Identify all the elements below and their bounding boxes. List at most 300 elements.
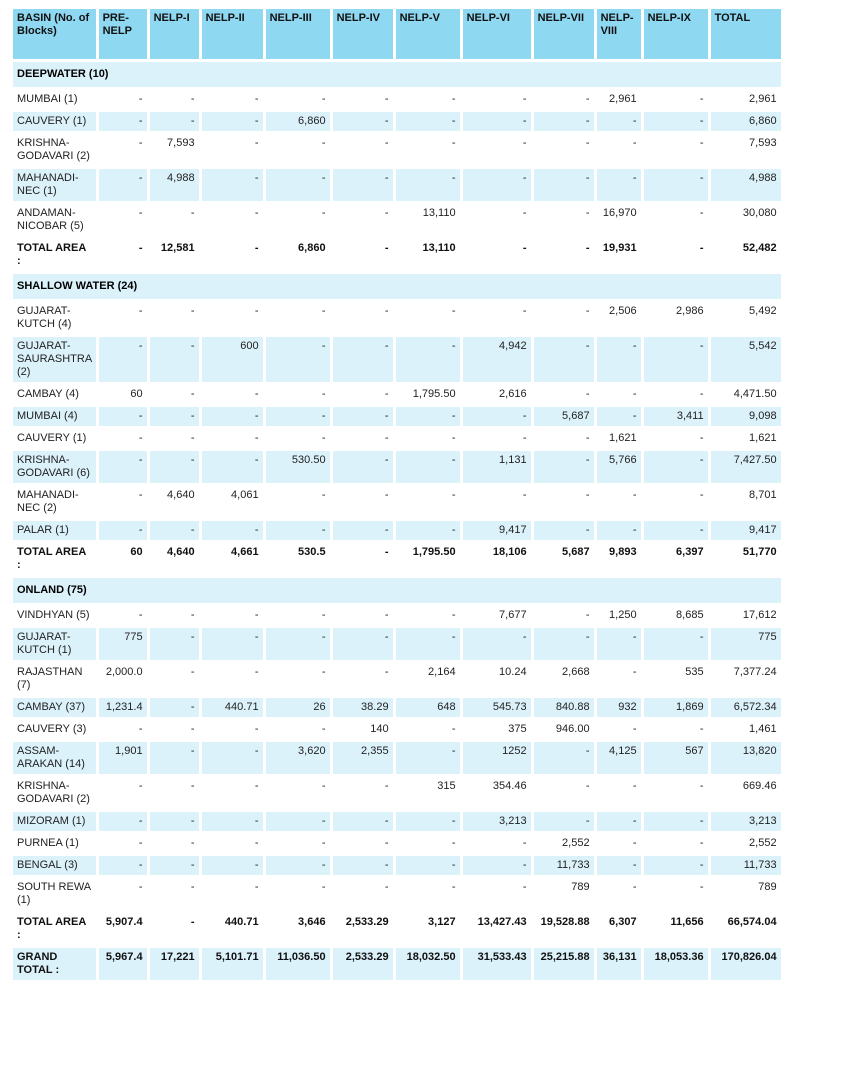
row-label: PURNEA (1) xyxy=(13,834,96,853)
table-cell: 5,967.4 xyxy=(99,948,147,980)
total-row xyxy=(13,913,781,945)
table-cell: - xyxy=(266,834,330,853)
table-cell: 17,612 xyxy=(711,606,781,625)
table-cell: - xyxy=(396,878,460,910)
row-label: MIZORAM (1) xyxy=(13,812,96,831)
row-label: SOUTH REWA (1) xyxy=(13,878,96,910)
table-cell: - xyxy=(534,777,594,809)
row-label: CAMBAY (4) xyxy=(13,385,96,404)
header-nelp-iii: NELP-III xyxy=(266,9,330,59)
table-cell: - xyxy=(99,204,147,236)
table-cell: - xyxy=(266,486,330,518)
table-cell: - xyxy=(534,742,594,774)
row-label: ASSAM-ARAKAN (14) xyxy=(13,742,96,774)
table-cell: - xyxy=(99,239,147,271)
table-cell: - xyxy=(396,302,460,334)
table-cell: - xyxy=(463,169,531,201)
table-cell: 2,506 xyxy=(597,302,641,334)
table-cell: - xyxy=(534,337,594,382)
table-cell: 2,552 xyxy=(534,834,594,853)
table-cell: - xyxy=(266,90,330,109)
table-cell: 7,427.50 xyxy=(711,451,781,483)
table-cell: - xyxy=(99,337,147,382)
table-cell: 932 xyxy=(597,698,641,717)
table-cell: - xyxy=(202,742,263,774)
table-cell: - xyxy=(396,112,460,131)
table-cell: - xyxy=(266,337,330,382)
table-cell: - xyxy=(266,521,330,540)
table-cell: - xyxy=(463,834,531,853)
table-cell: 4,061 xyxy=(202,486,263,518)
table-cell: - xyxy=(463,407,531,426)
table-cell: - xyxy=(534,521,594,540)
table-container xyxy=(10,6,784,983)
table-cell: 4,125 xyxy=(597,742,641,774)
table-cell: 7,677 xyxy=(463,606,531,625)
grand-total-row xyxy=(13,948,781,980)
table-cell: - xyxy=(644,134,708,166)
table-cell: 170,826.04 xyxy=(711,948,781,980)
table-cell: 16,970 xyxy=(597,204,641,236)
table-cell: - xyxy=(333,239,393,271)
row-label: TOTAL AREA : xyxy=(13,239,96,271)
table-cell: - xyxy=(644,720,708,739)
table-cell: 4,471.50 xyxy=(711,385,781,404)
table-cell: 669.46 xyxy=(711,777,781,809)
header-nelp-ii: NELP-II xyxy=(202,9,263,59)
table-cell: - xyxy=(396,742,460,774)
table-row xyxy=(13,169,781,201)
table-cell: 789 xyxy=(534,878,594,910)
table-cell: - xyxy=(534,429,594,448)
table-cell: - xyxy=(266,302,330,334)
table-cell: - xyxy=(396,720,460,739)
table-cell: - xyxy=(396,856,460,875)
table-cell: - xyxy=(644,429,708,448)
table-cell: 3,620 xyxy=(266,742,330,774)
table-cell: - xyxy=(396,429,460,448)
table-cell: - xyxy=(202,134,263,166)
table-cell: - xyxy=(99,834,147,853)
table-cell: 30,080 xyxy=(711,204,781,236)
table-cell: - xyxy=(99,169,147,201)
table-row xyxy=(13,134,781,166)
table-cell: - xyxy=(150,913,199,945)
table-cell: - xyxy=(150,407,199,426)
table-cell: - xyxy=(202,169,263,201)
table-cell: 1,250 xyxy=(597,606,641,625)
table-cell: - xyxy=(150,90,199,109)
table-cell: - xyxy=(597,720,641,739)
table-cell: - xyxy=(266,663,330,695)
row-label: KRISHNA-GODAVARI (2) xyxy=(13,777,96,809)
table-cell: - xyxy=(333,90,393,109)
table-cell: - xyxy=(99,878,147,910)
header-nelp-vii: NELP-VII xyxy=(534,9,594,59)
table-cell: 3,411 xyxy=(644,407,708,426)
row-label: GRAND TOTAL : xyxy=(13,948,96,980)
table-cell: - xyxy=(534,486,594,518)
table-cell: - xyxy=(99,302,147,334)
table-cell: 140 xyxy=(333,720,393,739)
section-title: SHALLOW WATER (24) xyxy=(13,274,781,299)
table-cell: - xyxy=(644,90,708,109)
table-cell: 3,127 xyxy=(396,913,460,945)
header-nelp-v: NELP-V xyxy=(396,9,460,59)
table-cell: - xyxy=(396,451,460,483)
table-cell: - xyxy=(99,112,147,131)
table-cell: 5,687 xyxy=(534,543,594,575)
table-cell: - xyxy=(463,134,531,166)
table-cell: - xyxy=(150,812,199,831)
table-row xyxy=(13,90,781,109)
table-cell: - xyxy=(99,134,147,166)
table-cell: 52,482 xyxy=(711,239,781,271)
table-cell: - xyxy=(333,486,393,518)
table-cell: 2,533.29 xyxy=(333,913,393,945)
table-cell: 354.46 xyxy=(463,777,531,809)
table-cell: 7,593 xyxy=(150,134,199,166)
table-cell: - xyxy=(150,628,199,660)
table-cell: 2,355 xyxy=(333,742,393,774)
table-cell: - xyxy=(463,204,531,236)
table-cell: 1,621 xyxy=(711,429,781,448)
table-cell: - xyxy=(333,812,393,831)
total-row xyxy=(13,543,781,575)
table-cell: - xyxy=(150,451,199,483)
table-cell: - xyxy=(266,169,330,201)
table-cell: - xyxy=(644,337,708,382)
table-cell: - xyxy=(266,878,330,910)
table-cell: - xyxy=(597,628,641,660)
table-cell: 440.71 xyxy=(202,913,263,945)
table-cell: 11,733 xyxy=(711,856,781,875)
table-cell: - xyxy=(534,628,594,660)
table-cell: - xyxy=(150,606,199,625)
table-cell: 66,574.04 xyxy=(711,913,781,945)
table-cell: - xyxy=(644,812,708,831)
table-cell: 13,110 xyxy=(396,239,460,271)
table-row xyxy=(13,698,781,717)
table-cell: - xyxy=(150,521,199,540)
table-cell: 1,231.4 xyxy=(99,698,147,717)
table-cell: 530.5 xyxy=(266,543,330,575)
table-cell: 4,640 xyxy=(150,543,199,575)
table-cell: - xyxy=(597,337,641,382)
table-cell: - xyxy=(266,385,330,404)
table-cell: - xyxy=(333,169,393,201)
table-cell: 51,770 xyxy=(711,543,781,575)
table-cell: 18,053.36 xyxy=(644,948,708,980)
table-cell: 2,164 xyxy=(396,663,460,695)
table-cell: 1,869 xyxy=(644,698,708,717)
table-cell: 840.88 xyxy=(534,698,594,717)
table-cell: 5,492 xyxy=(711,302,781,334)
table-cell: - xyxy=(463,90,531,109)
table-row xyxy=(13,663,781,695)
header-nelp-i: NELP-I xyxy=(150,9,199,59)
table-row xyxy=(13,742,781,774)
table-cell: - xyxy=(150,385,199,404)
table-cell: 6,860 xyxy=(266,239,330,271)
table-cell: - xyxy=(99,90,147,109)
table-cell: 60 xyxy=(99,385,147,404)
table-row xyxy=(13,204,781,236)
table-cell: - xyxy=(99,606,147,625)
table-cell: 530.50 xyxy=(266,451,330,483)
header-total: TOTAL xyxy=(711,9,781,59)
table-row xyxy=(13,337,781,382)
table-cell: - xyxy=(534,169,594,201)
row-label: GUJARAT-KUTCH (1) xyxy=(13,628,96,660)
table-cell: - xyxy=(463,856,531,875)
table-row xyxy=(13,112,781,131)
table-row xyxy=(13,606,781,625)
table-cell: - xyxy=(150,429,199,448)
row-label: GUJARAT-KUTCH (4) xyxy=(13,302,96,334)
table-cell: 6,307 xyxy=(597,913,641,945)
table-cell: - xyxy=(463,878,531,910)
table-cell: - xyxy=(333,521,393,540)
table-cell: - xyxy=(396,90,460,109)
table-cell: - xyxy=(150,856,199,875)
table-cell: 2,000.0 xyxy=(99,663,147,695)
table-cell: - xyxy=(333,777,393,809)
table-row xyxy=(13,720,781,739)
table-cell: 38.29 xyxy=(333,698,393,717)
table-cell: 1,901 xyxy=(99,742,147,774)
table-cell: - xyxy=(597,834,641,853)
table-cell: 13,110 xyxy=(396,204,460,236)
table-cell: 31,533.43 xyxy=(463,948,531,980)
table-cell: 600 xyxy=(202,337,263,382)
table-cell: 6,572.34 xyxy=(711,698,781,717)
row-label: TOTAL AREA : xyxy=(13,543,96,575)
table-cell: - xyxy=(99,429,147,448)
table-cell: - xyxy=(202,521,263,540)
table-cell: 8,685 xyxy=(644,606,708,625)
table-cell: 12,581 xyxy=(150,239,199,271)
table-cell: 1252 xyxy=(463,742,531,774)
table-cell: - xyxy=(150,698,199,717)
table-cell: - xyxy=(202,112,263,131)
table-cell: - xyxy=(396,628,460,660)
table-cell: - xyxy=(534,90,594,109)
table-cell: - xyxy=(597,663,641,695)
table-cell: - xyxy=(150,720,199,739)
table-cell: - xyxy=(396,812,460,831)
table-cell: - xyxy=(644,385,708,404)
table-cell: - xyxy=(644,239,708,271)
table-cell: - xyxy=(150,663,199,695)
table-cell: - xyxy=(202,812,263,831)
table-cell: - xyxy=(534,606,594,625)
table-row xyxy=(13,451,781,483)
table-cell: 4,988 xyxy=(711,169,781,201)
table-cell: 4,988 xyxy=(150,169,199,201)
table-cell: - xyxy=(534,134,594,166)
table-cell: - xyxy=(202,302,263,334)
table-cell: 2,961 xyxy=(711,90,781,109)
table-cell: 26 xyxy=(266,698,330,717)
table-cell: 9,417 xyxy=(463,521,531,540)
table-cell: - xyxy=(597,385,641,404)
table-cell: 545.73 xyxy=(463,698,531,717)
table-cell: - xyxy=(463,239,531,271)
table-cell: 946.00 xyxy=(534,720,594,739)
table-cell: 5,101.71 xyxy=(202,948,263,980)
table-row xyxy=(13,777,781,809)
table-cell: - xyxy=(99,777,147,809)
table-row xyxy=(13,385,781,404)
table-cell: - xyxy=(99,856,147,875)
row-label: PALAR (1) xyxy=(13,521,96,540)
table-cell: - xyxy=(396,521,460,540)
table-cell: - xyxy=(597,134,641,166)
table-cell: - xyxy=(150,204,199,236)
table-cell: - xyxy=(99,407,147,426)
table-cell: - xyxy=(150,112,199,131)
table-cell: 18,032.50 xyxy=(396,948,460,980)
table-cell: 19,528.88 xyxy=(534,913,594,945)
table-cell: - xyxy=(99,812,147,831)
table-cell: 18,106 xyxy=(463,543,531,575)
row-label: MUMBAI (1) xyxy=(13,90,96,109)
table-cell: 3,213 xyxy=(711,812,781,831)
table-cell: 8,701 xyxy=(711,486,781,518)
table-cell: - xyxy=(396,606,460,625)
table-cell: - xyxy=(597,112,641,131)
table-cell: 3,213 xyxy=(463,812,531,831)
header-nelp-ix: NELP-IX xyxy=(644,9,708,59)
table-cell: 440.71 xyxy=(202,698,263,717)
table-cell: - xyxy=(333,429,393,448)
table-cell: 5,687 xyxy=(534,407,594,426)
table-cell: - xyxy=(333,385,393,404)
table-cell: 789 xyxy=(711,878,781,910)
table-cell: - xyxy=(202,204,263,236)
table-cell: - xyxy=(266,407,330,426)
table-cell: 3,646 xyxy=(266,913,330,945)
table-body xyxy=(13,62,781,980)
table-cell: 5,907.4 xyxy=(99,913,147,945)
table-cell: - xyxy=(463,429,531,448)
table-cell: 648 xyxy=(396,698,460,717)
table-row xyxy=(13,878,781,910)
section-header-row xyxy=(13,62,781,87)
table-cell: 11,733 xyxy=(534,856,594,875)
table-cell: 2,986 xyxy=(644,302,708,334)
table-row xyxy=(13,486,781,518)
table-cell: 13,820 xyxy=(711,742,781,774)
table-cell: 5,766 xyxy=(597,451,641,483)
table-cell: - xyxy=(333,878,393,910)
table-cell: - xyxy=(644,834,708,853)
table-cell: - xyxy=(150,777,199,809)
table-cell: - xyxy=(396,834,460,853)
table-cell: - xyxy=(333,451,393,483)
table-cell: - xyxy=(202,856,263,875)
table-cell: - xyxy=(644,628,708,660)
table-cell: 775 xyxy=(99,628,147,660)
table-cell: - xyxy=(150,337,199,382)
table-cell: 5,542 xyxy=(711,337,781,382)
table-cell: - xyxy=(644,112,708,131)
table-cell: - xyxy=(644,451,708,483)
table-cell: - xyxy=(644,777,708,809)
table-cell: - xyxy=(396,407,460,426)
section-header-row xyxy=(13,274,781,299)
table-cell: 1,795.50 xyxy=(396,543,460,575)
table-cell: 1,621 xyxy=(597,429,641,448)
table-cell: - xyxy=(150,878,199,910)
table-cell: - xyxy=(266,720,330,739)
table-cell: - xyxy=(150,834,199,853)
table-cell: - xyxy=(333,134,393,166)
row-label: GUJARAT-SAURASHTRA (2) xyxy=(13,337,96,382)
table-cell: - xyxy=(202,834,263,853)
table-cell: - xyxy=(333,628,393,660)
table-cell: - xyxy=(644,878,708,910)
table-cell: - xyxy=(396,486,460,518)
table-cell: - xyxy=(266,606,330,625)
table-cell: 2,552 xyxy=(711,834,781,853)
table-cell: - xyxy=(202,451,263,483)
row-label: MAHANADI-NEC (2) xyxy=(13,486,96,518)
table-cell: - xyxy=(396,134,460,166)
table-cell: - xyxy=(463,628,531,660)
table-cell: - xyxy=(202,90,263,109)
table-cell: 9,417 xyxy=(711,521,781,540)
table-cell: - xyxy=(597,856,641,875)
table-cell: 1,461 xyxy=(711,720,781,739)
table-cell: - xyxy=(333,856,393,875)
table-cell: - xyxy=(266,628,330,660)
table-cell: - xyxy=(266,204,330,236)
table-cell: 60 xyxy=(99,543,147,575)
table-cell: 25,215.88 xyxy=(534,948,594,980)
table-cell: - xyxy=(396,169,460,201)
table-cell: - xyxy=(597,812,641,831)
table-cell: - xyxy=(202,239,263,271)
table-cell: - xyxy=(266,856,330,875)
table-cell: - xyxy=(534,812,594,831)
table-cell: - xyxy=(202,720,263,739)
table-cell: - xyxy=(333,606,393,625)
table-cell: - xyxy=(266,134,330,166)
table-cell: 2,668 xyxy=(534,663,594,695)
table-cell: - xyxy=(463,302,531,334)
table-cell: - xyxy=(333,337,393,382)
row-label: BENGAL (3) xyxy=(13,856,96,875)
table-cell: - xyxy=(597,878,641,910)
table-cell: - xyxy=(333,407,393,426)
table-cell: - xyxy=(99,720,147,739)
table-cell: - xyxy=(150,302,199,334)
table-cell: - xyxy=(644,204,708,236)
row-label: VINDHYAN (5) xyxy=(13,606,96,625)
table-cell: 6,860 xyxy=(266,112,330,131)
table-cell: - xyxy=(202,385,263,404)
table-row xyxy=(13,521,781,540)
table-cell: - xyxy=(644,856,708,875)
table-cell: - xyxy=(644,521,708,540)
header-basin: BASIN (No. of Blocks) xyxy=(13,9,96,59)
header-nelp-iv: NELP-IV xyxy=(333,9,393,59)
table-cell: 36,131 xyxy=(597,948,641,980)
table-cell: - xyxy=(333,204,393,236)
table-row xyxy=(13,302,781,334)
